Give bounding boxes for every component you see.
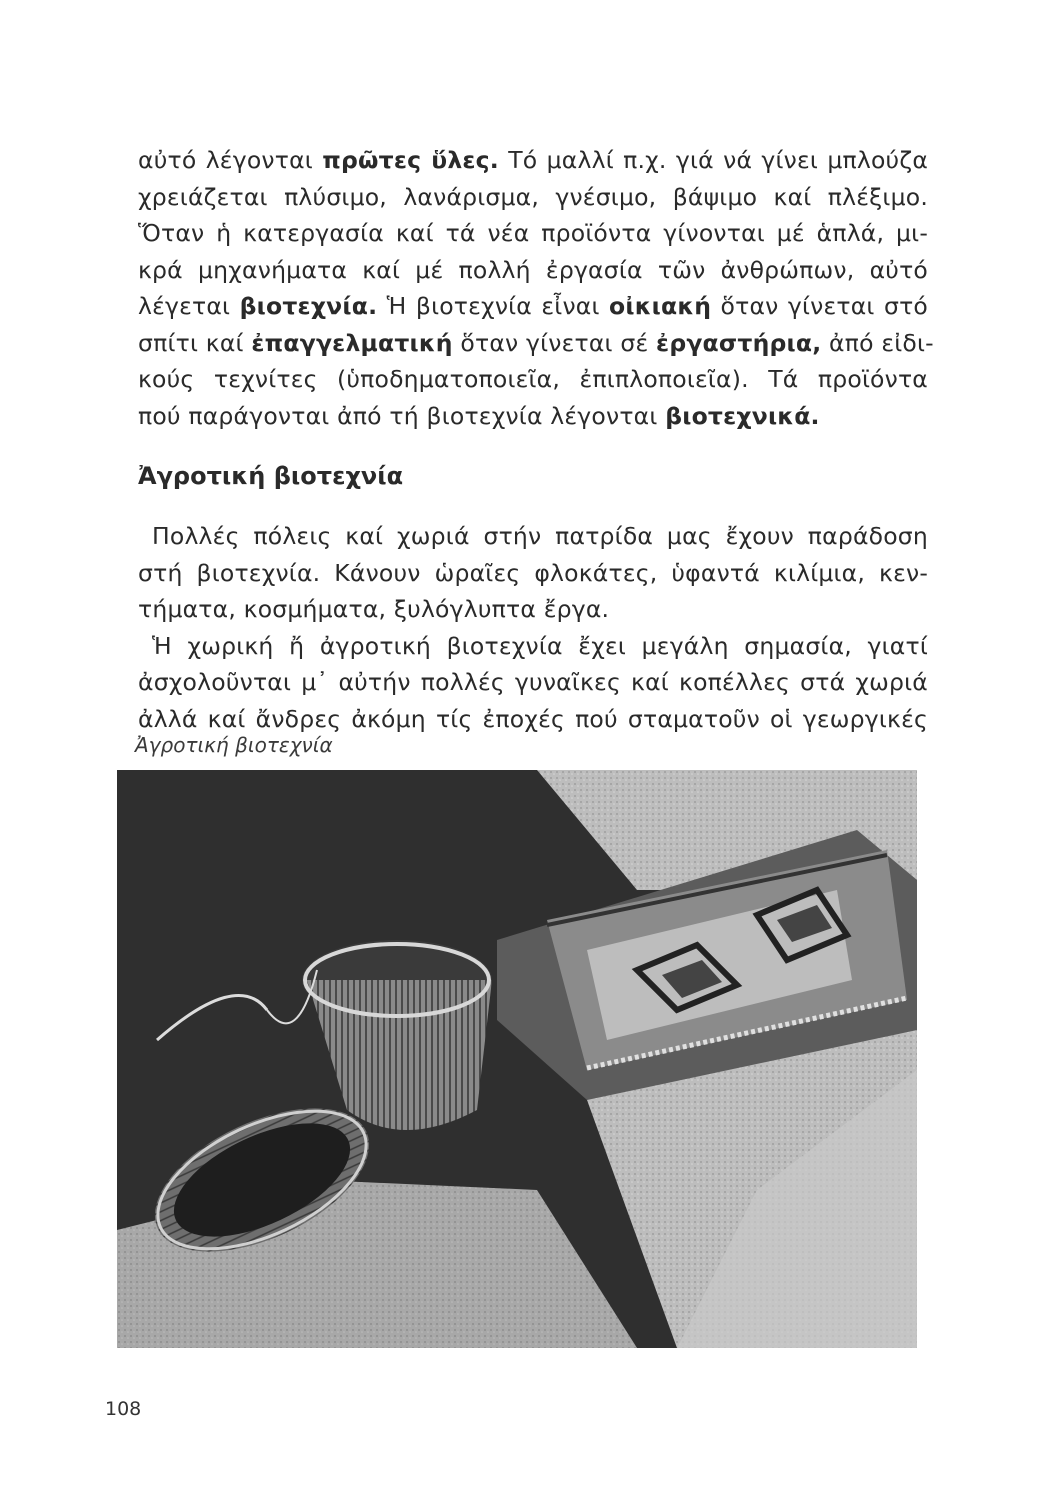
text-line: χρειάζεται πλύσιμο, λανάρισμα, γνέσιμο, βάψιμο καί πλέξιμο. — [138, 182, 928, 211]
term-professional: ἐπαγγελματική — [251, 328, 453, 357]
text-line: αὐτό λέγονται πρῶτες ὕλες. Τό μαλλί π.χ. γιά νά γίνει μπλούζα — [138, 146, 929, 174]
text-line: σπίτι καί ἐπαγγελματική ὅταν γίνεται σέ ἐργαστήρια, ἀπό εἰδι- — [138, 328, 934, 357]
craft-photo — [117, 770, 917, 1348]
term-craft-products: βιοτεχνικά. — [665, 401, 820, 430]
text-line: Ὅταν ἡ κατεργασία καί τά νέα προϊόντα γίνονται μέ ἁπλά, μι- — [138, 219, 928, 247]
text-line: Πολλές πόλεις καί χωριά στήν πατρίδα μας ἔχουν παράδοση — [152, 522, 928, 550]
section-heading: Ἀγροτική βιοτεχνία — [138, 462, 404, 490]
figure-caption: Ἀγροτική βιοτεχνία — [135, 733, 333, 757]
term-raw-materials: πρῶτες ὕλες. — [322, 146, 499, 174]
term-craft: βιοτεχνία. — [239, 292, 378, 320]
text-line: λέγεται βιοτεχνία. Ἡ βιοτεχνία εἶναι οἰκιακή ὅταν γίνεται στό — [138, 292, 929, 320]
text-line: κούς τεχνίτες (ὑποδηματοποιεῖα, ἐπιπλοποιεῖα). Τά προϊόντα — [138, 365, 928, 393]
text-line: ἀσχολοῦνται μ᾽ αὐτήν πολλές γυναῖκες καί κοπέλλες στά χωριά — [138, 668, 928, 696]
text-line: κρά μηχανήματα καί μέ πολλή ἐργασία τῶν ἀνθρώπων, αὐτό — [138, 255, 928, 284]
page-number: 108 — [105, 1398, 142, 1420]
text-line: πού παράγονται ἀπό τή βιοτεχνία λέγονται βιοτεχνικά. — [138, 401, 820, 430]
paragraph-tradition — [138, 518, 928, 737]
text-line: τήματα, κοσμήματα, ξυλόγλυπτα ἔργα. — [138, 595, 610, 623]
baskets-and-rug-illustration — [117, 770, 917, 1348]
text-line: στή βιοτεχνία. Κάνουν ὡραῖες φλοκάτες, ὑφαντά κιλίμια, κεν- — [138, 558, 928, 587]
term-workshops: ἐργαστήρια, — [656, 328, 822, 357]
text-line: ἀλλά καί ἄνδρες ἀκόμη τίς ἐποχές πού σταματοῦν οἱ γεωργικές — [138, 704, 928, 733]
text-line: Ἡ χωρική ἤ ἀγροτική βιοτεχνία ἔχει μεγάλη σημασία, γιατί — [152, 631, 928, 660]
paragraph-raw-materials — [138, 142, 934, 434]
term-domestic: οἰκιακή — [609, 292, 712, 320]
